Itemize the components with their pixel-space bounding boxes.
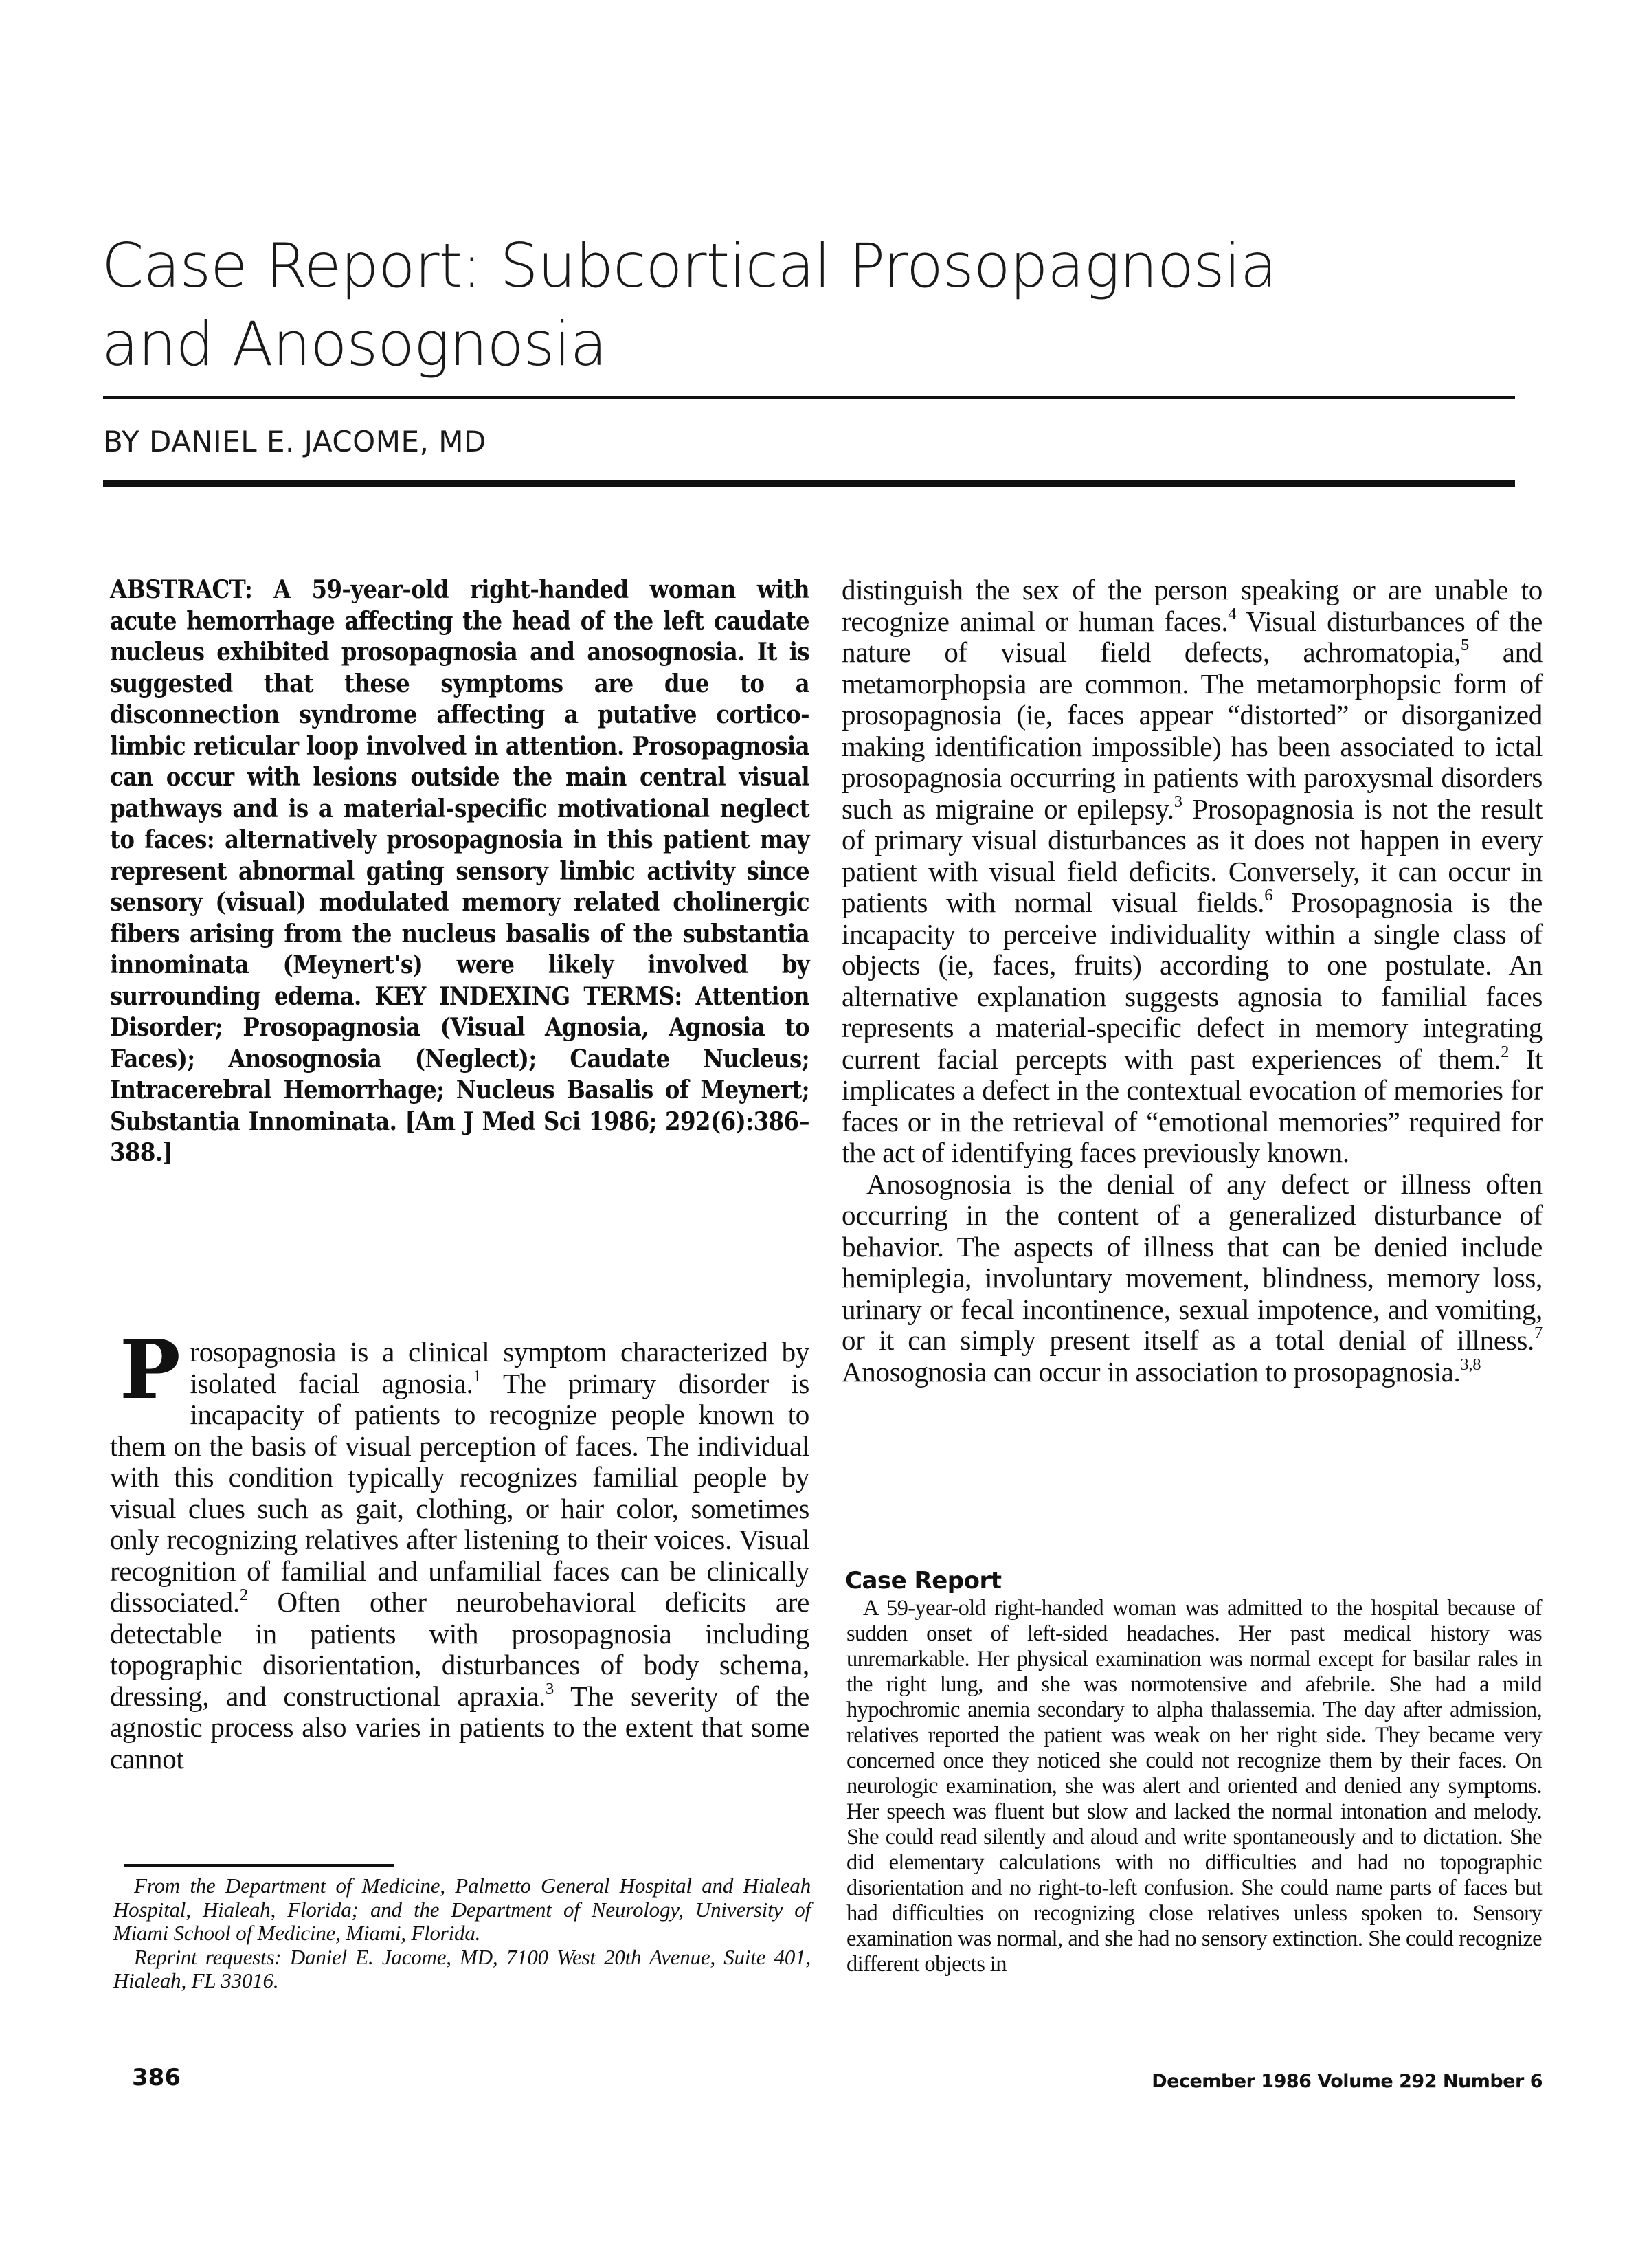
citation: 3 (545, 1679, 554, 1698)
citation: 6 (1264, 885, 1273, 904)
journal-issue-footer: December 1986 Volume 292 Number 6 (1152, 2071, 1543, 2092)
case-report-paragraph: A 59-year-old right-handed woman was admitted to the hospital because of sudden onset of left-sided headaches. Her past medical history was unremarkable. Her physical examination was normal except for basilar rales in the right lung, and she was normotensive and afebrile. She had a mild hypochromic anemia secondary to alpha thalassemia. The day after admission, relatives reported the patient was weak on her right side. They became very concerned once they noticed she could not recognize them by their faces. On neurologic examination, she was alert and oriented and denied any symptoms. Her speech was fluent but slow and lacked the normal intonation and melody. She could read silently and aloud and write spontaneously and to dictation. She did elementary calculations with no difficulties and had no topographic disorientation and no right-to-left confusion. She could name parts of faces but had difficulties on recognizing close relatives unless spoken to. Sensory examination was normal, and she had no sensory extinction. She could recognize different objects in (846, 1596, 1542, 1977)
intro-paragraph: Prosopagnosia is a clinical symptom characterized by isolated facial agnosia.$^1$ The primary disorder is incapacity of patients to recognize people known to them on the basis of visual perception of faces. The individual with this condition typically recognizes familial people by visual clues such as gait, clothing, or hair color, sometimes only recognizing relatives after listening to their voices. Visual recognition of familial and unfamilial faces can be clinically dissociated.$^2$ Often other neurobehavioral deficits are detectable in patients with prosopagnosia including topographic disorientation, disturbances of body schema, dressing, and constructional apraxia.$^3$ The severity of the agnostic process also varies in patients to the extent that some cannot (110, 1322, 810, 1775)
abstract: ABSTRACT: A 59-year-old right-handed woman with acute hemorrhage affecting the head of the left caudate nucleus exhibited prosopagnosia and anosognosia. It is suggested that these symptoms are due to a disconnection syndrome affecting a putative cortico-limbic reticular loop involved in attention. Prosopagnosia can occur with lesions outside the main central visual pathways and is a material-specific motivational neglect to faces: alternatively prosopagnosia in this patient may represent abnormal gating sensory limbic activity since sensory (visual) modulated memory related cholinergic fibers arising from the nucleus basalis of the substantia innominata (Meynert's) were likely involved by surrounding edema. KEY INDEXING TERMS: Attention Disorder; Prosopagnosia (Visual Agnosia, Agnosia to Faces); Anosognosia (Neglect); Caudate Nucleus; Intracerebral Hemorrhage; Nucleus Basalis of Meynert; Substantia Innominata. [Am J Med Sci 1986; 292(6):386–388.] (110, 575, 809, 1167)
citation: 2 (1501, 1042, 1510, 1061)
article-title-line-2: and Anosognosia (102, 309, 607, 379)
title-rule (103, 396, 1515, 399)
section-heading-case-report: Case Report (845, 1567, 1002, 1594)
affiliation-footnote: From the Department of Medicine, Palmetto General Hospital and Hialeah Hospital, Hialeah, Florida; and the Department of Neurology, University of Miami School of Medicine, Miami, Florida. (113, 1874, 811, 1945)
citation: 2 (239, 1585, 248, 1604)
citation: 7 (1534, 1323, 1543, 1342)
citation: 3 (1174, 792, 1182, 811)
reprint-footnote: Reprint requests: Daniel E. Jacome, MD, 7100 West 20th Avenue, Suite 401, Hialeah, FL 33016. (113, 1944, 811, 1992)
article-title (102, 227, 1476, 383)
case-report-text (846, 1596, 1542, 1977)
page-number: 386 (132, 2064, 181, 2091)
footnotes (113, 1874, 811, 1993)
footnote-rule (124, 1864, 394, 1867)
drop-cap: P (120, 1322, 181, 1417)
citation: 5 (1460, 635, 1469, 654)
intro-section (110, 1322, 810, 1775)
byline-rule (103, 480, 1515, 487)
article-title-line-1: Case Report: Subcortical Prosopagnosia (102, 230, 1277, 301)
right-column-body (842, 575, 1543, 1388)
citation: 3,8 (1460, 1355, 1481, 1374)
author-byline: BY DANIEL E. JACOME, MD (103, 425, 486, 458)
body-paragraph: distinguish the sex of the person speaking or are unable to recognize animal or human faces.$^4$ Visual disturbances of the nature of visual field defects, achromatopia,$^5$ and metamorphopsia are common. The metamorphopsic form of prosopagnosia (ie, faces appear “distorted” or disorganized making identification impossible) has been associated to ictal prosopagnosia occurring in patients with paroxysmal disorders such as migraine or epilepsy.$^3$ Prosopagnosia is not the result of primary visual disturbances as it does not happen in every patient with visual field deficits. Conversely, it can occur in patients with normal visual fields.$^6$ Prosopagnosia is the incapacity to perceive individuality within a single class of objects (ie, faces, fruits) according to one postulate. An alternative explanation suggests agnosia to familial faces represents a material-specific defect in memory integrating current facial percepts with past experiences of them.$^2$ It implicates a defect in the contextual evocation of memories for faces or in the retrieval of “emotional memories” required for the act of identifying faces previously known. (842, 574, 1543, 1168)
body-paragraph: Anosognosia is the denial of any defect or illness often occurring in the content of a generalized disturbance of behavior. The aspects of illness that can be denied include hemiplegia, involuntary movement, blindness, memory loss, urinary or fecal incontinence, sexual impotence, and vomiting, or it can simply present itself as a total denial of illness.$^7$ Anosognosia can occur in association to prosopagnosia.$^{3,8}$ (842, 1168, 1543, 1388)
citation: 4 (1228, 604, 1237, 623)
citation: 1 (473, 1366, 482, 1386)
